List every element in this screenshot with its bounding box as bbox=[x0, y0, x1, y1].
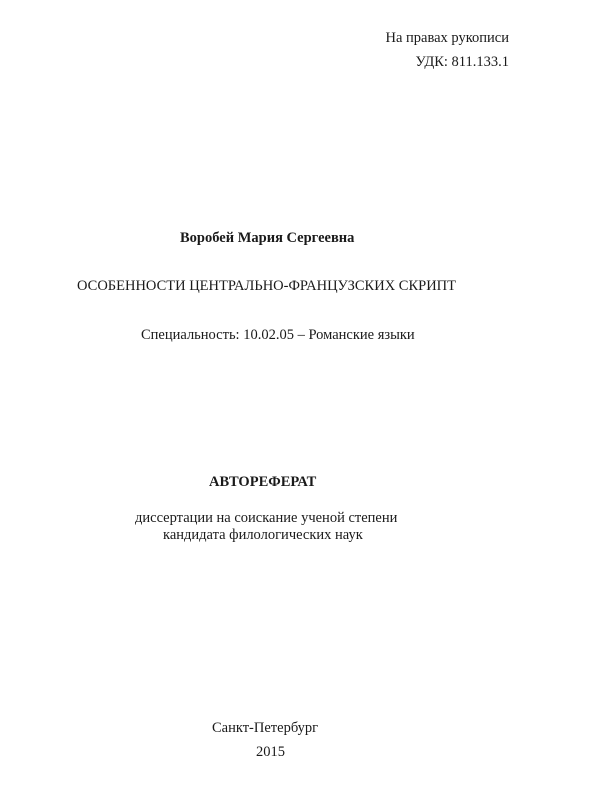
purpose-line-2: кандидата филологических наук bbox=[163, 527, 363, 543]
city: Санкт-Петербург bbox=[212, 720, 319, 736]
specialty: Специальность: 10.02.05 – Романские языки bbox=[141, 327, 415, 343]
purpose-line-1: диссертации на соискание ученой степени bbox=[135, 510, 398, 526]
document-type: АВТОРЕФЕРАТ bbox=[209, 474, 317, 490]
author-name: Воробей Мария Сергеевна bbox=[180, 230, 355, 246]
dissertation-title: ОСОБЕННОСТИ ЦЕНТРАЛЬНО-ФРАНЦУЗСКИХ СКРИПТ bbox=[77, 278, 456, 294]
rights-notice: На правах рукописи bbox=[385, 30, 509, 46]
udc-code: УДК: 811.133.1 bbox=[415, 54, 509, 70]
year: 2015 bbox=[256, 744, 285, 760]
